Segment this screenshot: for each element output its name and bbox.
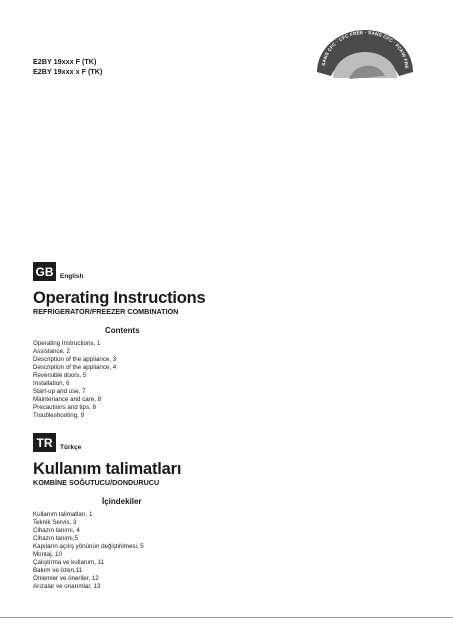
toc-item: Description of the appliance, 3 xyxy=(33,356,117,364)
language-header-gb xyxy=(33,262,83,281)
section-title: Operating Instructions xyxy=(33,289,206,307)
language-name: English xyxy=(60,273,84,280)
toc-item: Description of the appliance, 4 xyxy=(33,364,117,372)
toc-item: Arızalar ve onarımlar, 13 xyxy=(33,583,101,591)
section-title: Kullanım talimatları xyxy=(33,460,182,478)
toc-item: Maintenance and care, 8 xyxy=(33,396,102,404)
toc-item: Reversible doors, 5 xyxy=(33,372,87,380)
contents-heading: Contents xyxy=(105,326,140,335)
language-name: Türkçe xyxy=(60,444,82,451)
cfc-free-badge xyxy=(313,22,413,82)
model-number: E2BY 19xxx F (TK) xyxy=(33,57,97,66)
badge-text: SANS CFC · CFC FREE · SANS CFC · FCKW FRE xyxy=(321,29,410,69)
cfc-free-seal-icon xyxy=(313,22,413,82)
model-number: E2BY 19xxx x F (TK) xyxy=(33,67,103,76)
toc-item: Montaj, 10 xyxy=(33,551,62,559)
toc-item: Troubleshooting, 9 xyxy=(33,412,85,420)
toc-item: Operating Instructions, 1 xyxy=(33,340,101,347)
section-subtitle: KOMBİNE SOĞUTUCU/DONDURUCU xyxy=(33,478,160,487)
toc-item: Assistance, 2 xyxy=(33,348,70,356)
language-code-box: GB xyxy=(33,262,56,281)
toc-item: Çalıştırma ve kullanım, 11 xyxy=(33,559,105,567)
model-numbers xyxy=(33,57,102,77)
language-header-tr xyxy=(33,433,81,452)
section-subtitle: REFRIGERATOR/FREEZER COMBINATION xyxy=(33,307,179,316)
contents-heading: İçindekiler xyxy=(102,497,142,506)
bottom-divider xyxy=(0,617,453,618)
toc-item: Cihazın tanımı,5 xyxy=(33,535,79,543)
toc-item: Cihazın tanımı, 4 xyxy=(33,527,80,535)
table-of-contents xyxy=(33,340,116,420)
toc-item: Kullanım talimatları, 1 xyxy=(33,511,93,518)
toc-item: Bakım ve özen,11 xyxy=(33,567,83,575)
toc-item: Önlemler ve öneriler, 12 xyxy=(33,575,99,583)
toc-item: Start-up and use, 7 xyxy=(33,388,86,396)
table-of-contents xyxy=(33,511,144,591)
language-code-box: TR xyxy=(33,433,56,452)
toc-item: Installation, 6 xyxy=(33,380,70,388)
toc-item: Teknik Servis, 3 xyxy=(33,519,77,527)
toc-item: Kapıların açılış yönünün değiştirilmesi, 5 xyxy=(33,543,144,551)
toc-item: Precautions and tips, 8 xyxy=(33,404,96,412)
